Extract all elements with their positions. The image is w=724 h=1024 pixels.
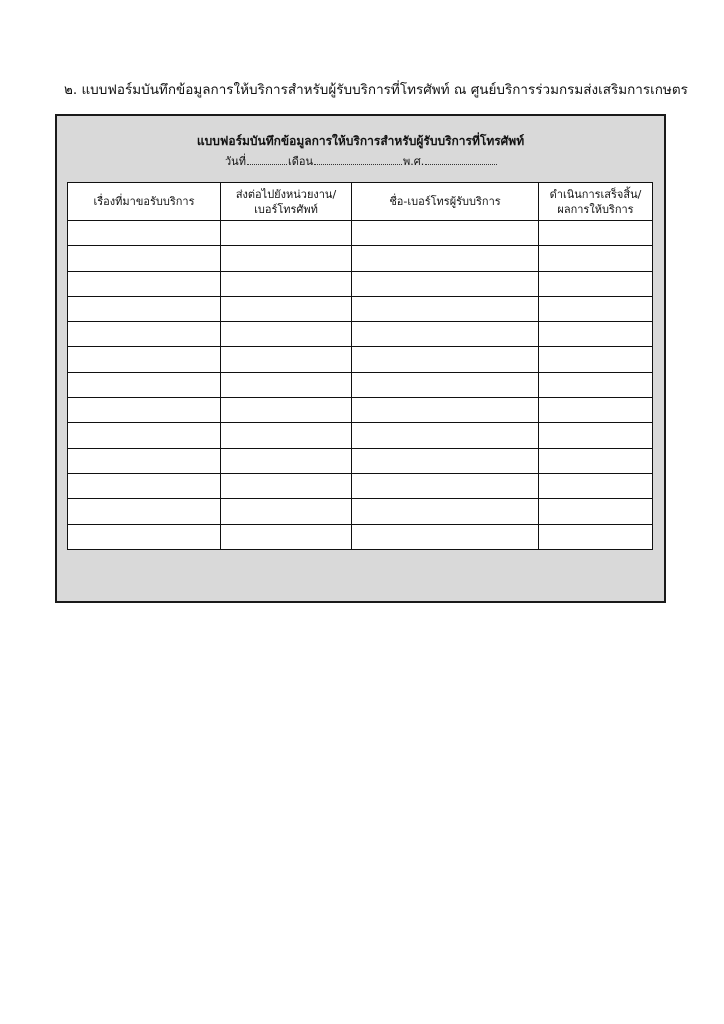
form-title: แบบฟอร์มบันทึกข้อมูลการให้บริการสำหรับผู้รับบริการที่โทรศัพท์ — [196, 134, 525, 148]
table-row — [68, 221, 653, 246]
table-cell[interactable] — [221, 398, 352, 423]
table-cell[interactable] — [68, 398, 221, 423]
date-day-field[interactable] — [247, 154, 287, 165]
table-cell[interactable] — [221, 372, 352, 397]
table-cell[interactable] — [352, 398, 539, 423]
table-cell[interactable] — [68, 246, 221, 271]
table-cell[interactable] — [539, 499, 653, 524]
date-year-label: พ.ศ. — [402, 155, 425, 168]
table-row — [68, 423, 653, 448]
table-row — [68, 347, 653, 372]
table-cell[interactable] — [221, 347, 352, 372]
table-cell[interactable] — [221, 473, 352, 498]
column-header-client-name-phone: ชื่อ-เบอร์โทรผู้รับบริการ — [352, 183, 539, 221]
column-header-forwarded-to: ส่งต่อไปยังหน่วยงาน/ เบอร์โทรศัพท์ — [221, 183, 352, 221]
table-cell[interactable] — [68, 271, 221, 296]
table-cell[interactable] — [539, 372, 653, 397]
service-record-table — [67, 182, 653, 550]
service-record-form — [55, 114, 666, 603]
date-month-field[interactable] — [314, 154, 402, 165]
table-cell[interactable] — [352, 246, 539, 271]
table-cell[interactable] — [352, 296, 539, 321]
table-cell[interactable] — [352, 524, 539, 549]
table-cell[interactable] — [352, 499, 539, 524]
table-cell[interactable] — [68, 473, 221, 498]
table-cell[interactable] — [68, 221, 221, 246]
table-cell[interactable] — [221, 322, 352, 347]
table-row — [68, 398, 653, 423]
page-heading: ๒. แบบฟอร์มบันทึกข้อมูลการให้บริการสำหรับผู้รับบริการที่โทรศัพท์ ณ ศูนย์บริการร่วมกรมส่งเสริมการเกษตร — [64, 82, 688, 98]
table-cell[interactable] — [539, 322, 653, 347]
table-cell[interactable] — [539, 271, 653, 296]
column-header-service-result: ดำเนินการเสร็จสิ้น/ ผลการให้บริการ — [539, 183, 653, 221]
date-day-label: วันที่ — [225, 155, 246, 168]
table-row — [68, 322, 653, 347]
table-cell[interactable] — [539, 296, 653, 321]
table-cell[interactable] — [352, 448, 539, 473]
table-cell[interactable] — [352, 271, 539, 296]
table-cell[interactable] — [221, 524, 352, 549]
table-row — [68, 246, 653, 271]
table-cell[interactable] — [539, 448, 653, 473]
table-cell[interactable] — [221, 246, 352, 271]
table-body — [68, 221, 653, 550]
table-cell[interactable] — [539, 398, 653, 423]
table-cell[interactable] — [539, 347, 653, 372]
date-month-label: เดือน — [287, 155, 313, 168]
table-cell[interactable] — [539, 221, 653, 246]
table-cell[interactable] — [68, 372, 221, 397]
table-cell[interactable] — [68, 524, 221, 549]
table-cell[interactable] — [221, 221, 352, 246]
table-cell[interactable] — [352, 473, 539, 498]
table-cell[interactable] — [352, 423, 539, 448]
table-cell[interactable] — [221, 499, 352, 524]
table-cell[interactable] — [539, 524, 653, 549]
table-cell[interactable] — [68, 296, 221, 321]
column-header-request-topic: เรื่องที่มาขอรับบริการ — [68, 183, 221, 221]
table-cell[interactable] — [68, 448, 221, 473]
table-cell[interactable] — [221, 271, 352, 296]
table-cell[interactable] — [221, 296, 352, 321]
table-cell[interactable] — [352, 221, 539, 246]
table-cell[interactable] — [352, 347, 539, 372]
table-cell[interactable] — [221, 448, 352, 473]
table-row — [68, 473, 653, 498]
table-cell[interactable] — [539, 423, 653, 448]
table-cell[interactable] — [352, 372, 539, 397]
table-row — [68, 499, 653, 524]
date-year-field[interactable] — [425, 154, 497, 165]
table-cell[interactable] — [68, 322, 221, 347]
table-row — [68, 271, 653, 296]
table-cell[interactable] — [539, 246, 653, 271]
table-cell[interactable] — [68, 423, 221, 448]
table-cell[interactable] — [221, 423, 352, 448]
table-cell[interactable] — [68, 499, 221, 524]
table-row — [68, 448, 653, 473]
table-cell[interactable] — [352, 322, 539, 347]
table-header-row — [68, 183, 653, 221]
form-date-line — [225, 152, 498, 170]
table-row — [68, 296, 653, 321]
table-cell[interactable] — [539, 473, 653, 498]
table-row — [68, 524, 653, 549]
table-cell[interactable] — [68, 347, 221, 372]
table-row — [68, 372, 653, 397]
